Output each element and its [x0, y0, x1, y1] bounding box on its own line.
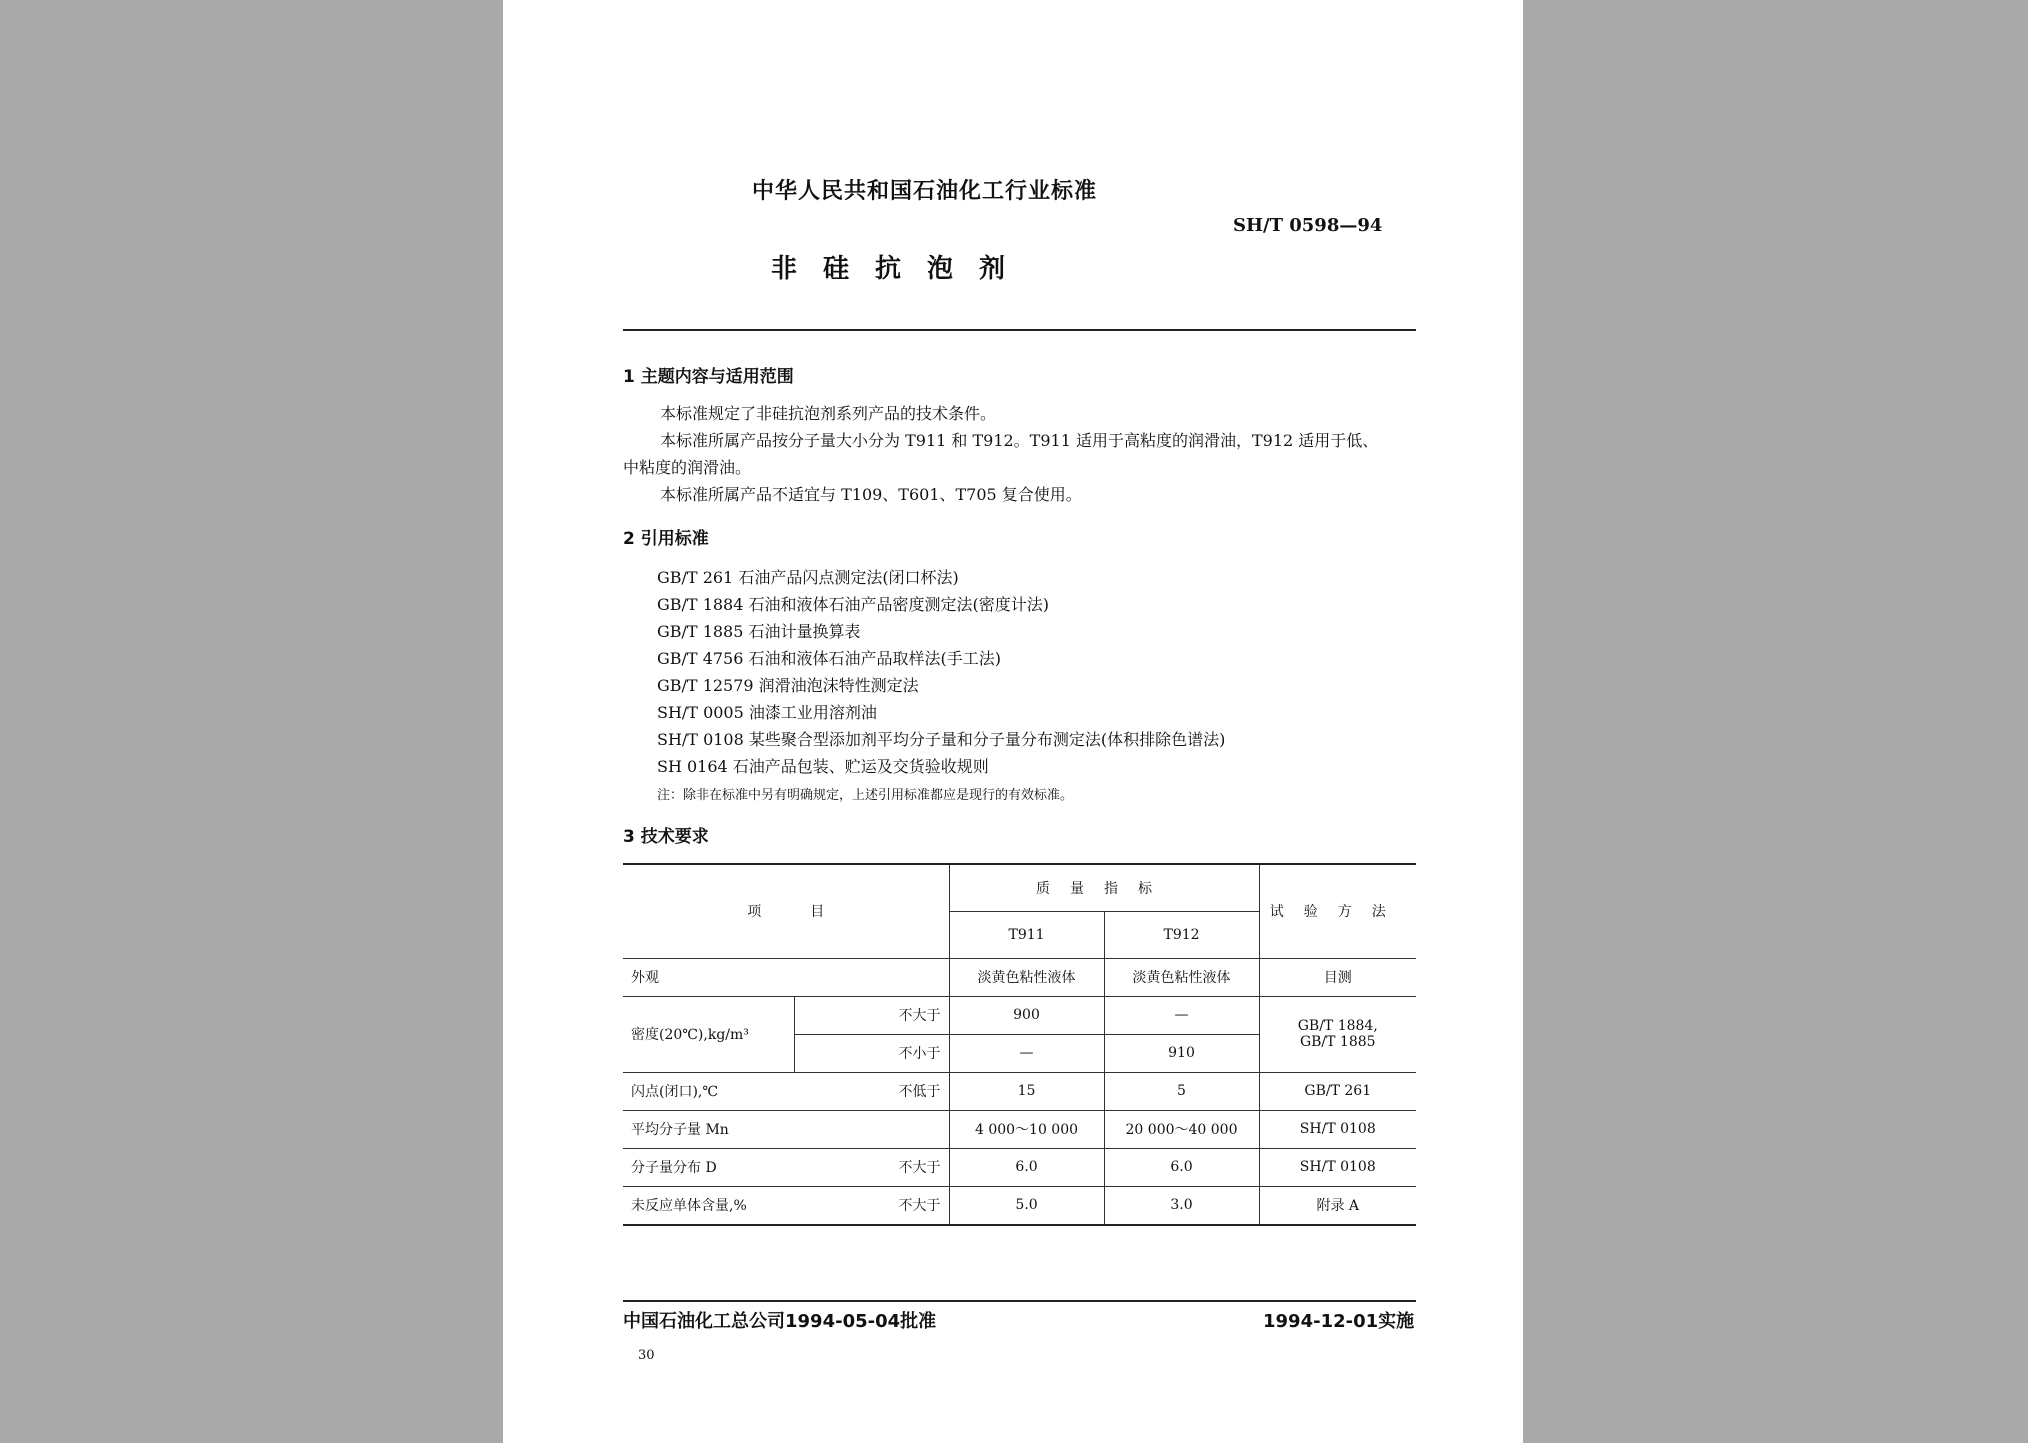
cell-value: 6.0: [1104, 1148, 1259, 1186]
reference-item: GB/T 4756 石油和液体石油产品取样法(手工法): [657, 649, 1001, 668]
page-number: 30: [638, 1348, 655, 1363]
reference-item: SH/T 0005 油漆工业用溶剂油: [657, 703, 877, 722]
section-3-heading: 3 技术要求: [623, 827, 709, 847]
row-condition: 不大于: [794, 1148, 949, 1186]
reference-note: 注：除非在标准中另有明确规定，上述引用标准都应是现行的有效标准。: [657, 788, 1074, 803]
technical-requirements-table: [623, 863, 1416, 1226]
header-divider: [623, 329, 1416, 331]
cell-method: [1259, 996, 1416, 1072]
header-quality: 质量指标: [949, 864, 1259, 911]
cell-value: 淡黄色粘性液体: [1104, 958, 1259, 996]
row-label: 分子量分布 D: [623, 1148, 794, 1186]
cell-value: 淡黄色粘性液体: [949, 958, 1104, 996]
section-1-paragraph-2a: 本标准所属产品按分子量大小分为 T911 和 T912。T911 适用于高粘度的润滑油，T912 适用于低、: [660, 431, 1379, 450]
cell-value: 5: [1104, 1072, 1259, 1110]
cell-value: 910: [1104, 1034, 1259, 1072]
cell-value: 20 000～40 000: [1104, 1110, 1259, 1148]
header-method: 试验方法: [1259, 864, 1416, 958]
reference-item: SH 0164 石油产品包装、贮运及交货验收规则: [657, 757, 989, 776]
cell-value: 5.0: [949, 1186, 1104, 1225]
section-1-paragraph-2b: 中粘度的润滑油。: [623, 458, 752, 477]
cell-method: SH/T 0108: [1259, 1148, 1416, 1186]
reference-item: SH/T 0108 某些聚合型添加剂平均分子量和分子量分布测定法(体积排除色谱法): [657, 730, 1226, 749]
cell-method: GB/T 261: [1259, 1072, 1416, 1110]
method-line: GB/T 1885: [1299, 1034, 1376, 1050]
section-1-heading: 1 主题内容与适用范围: [623, 367, 794, 387]
cell-value: 6.0: [949, 1148, 1104, 1186]
document-page: [503, 0, 1523, 1443]
reference-item: GB/T 1884 石油和液体石油产品密度测定法(密度计法): [657, 595, 1049, 614]
cell-value: 4 000～10 000: [949, 1110, 1104, 1148]
row-label: 未反应单体含量,%: [623, 1186, 794, 1225]
row-condition: 不大于: [794, 996, 949, 1034]
cell-value: —: [949, 1034, 1104, 1072]
row-condition: 不大于: [794, 1186, 949, 1225]
cell-method: SH/T 0108: [1259, 1110, 1416, 1148]
footer-divider: [623, 1300, 1416, 1302]
standard-code: SH/T 0598—94: [1233, 215, 1383, 236]
header-t911: T911: [949, 911, 1104, 958]
issuing-body-heading: 中华人民共和国石油化工行业标准: [752, 179, 1098, 204]
header-item: 项 目: [623, 864, 949, 958]
section-2-heading: 2 引用标准: [623, 529, 709, 549]
cell-value: 900: [949, 996, 1104, 1034]
row-label: 密度(20℃),kg/m³: [623, 996, 794, 1072]
row-label: 外观: [623, 958, 949, 996]
cell-value: —: [1104, 996, 1259, 1034]
cell-value: 3.0: [1104, 1186, 1259, 1225]
row-condition: 不小于: [794, 1034, 949, 1072]
row-condition: 不低于: [794, 1072, 949, 1110]
cell-value: 15: [949, 1072, 1104, 1110]
method-line: GB/T 1884,: [1297, 1018, 1378, 1034]
row-label: 闪点(闭口),℃: [623, 1072, 794, 1110]
cell-method: 目测: [1259, 958, 1416, 996]
reference-item: GB/T 261 石油产品闪点测定法(闭口杯法): [657, 568, 959, 587]
cell-method: 附录 A: [1259, 1186, 1416, 1225]
section-1-paragraph-1: 本标准规定了非硅抗泡剂系列产品的技术条件。: [660, 404, 997, 423]
approval-line: 中国石油化工总公司1994-05-04批准: [623, 1311, 937, 1332]
document-title: 非硅抗泡剂: [771, 254, 1032, 284]
reference-item: GB/T 1885 石油计量换算表: [657, 622, 861, 641]
section-1-paragraph-3: 本标准所属产品不适宜与 T109、T601、T705 复合使用。: [660, 485, 1082, 504]
reference-item: GB/T 12579 润滑油泡沫特性测定法: [657, 676, 919, 695]
header-t912: T912: [1104, 911, 1259, 958]
effective-date: 1994-12-01实施: [1263, 1311, 1415, 1332]
row-label: 平均分子量 Mn: [623, 1110, 949, 1148]
